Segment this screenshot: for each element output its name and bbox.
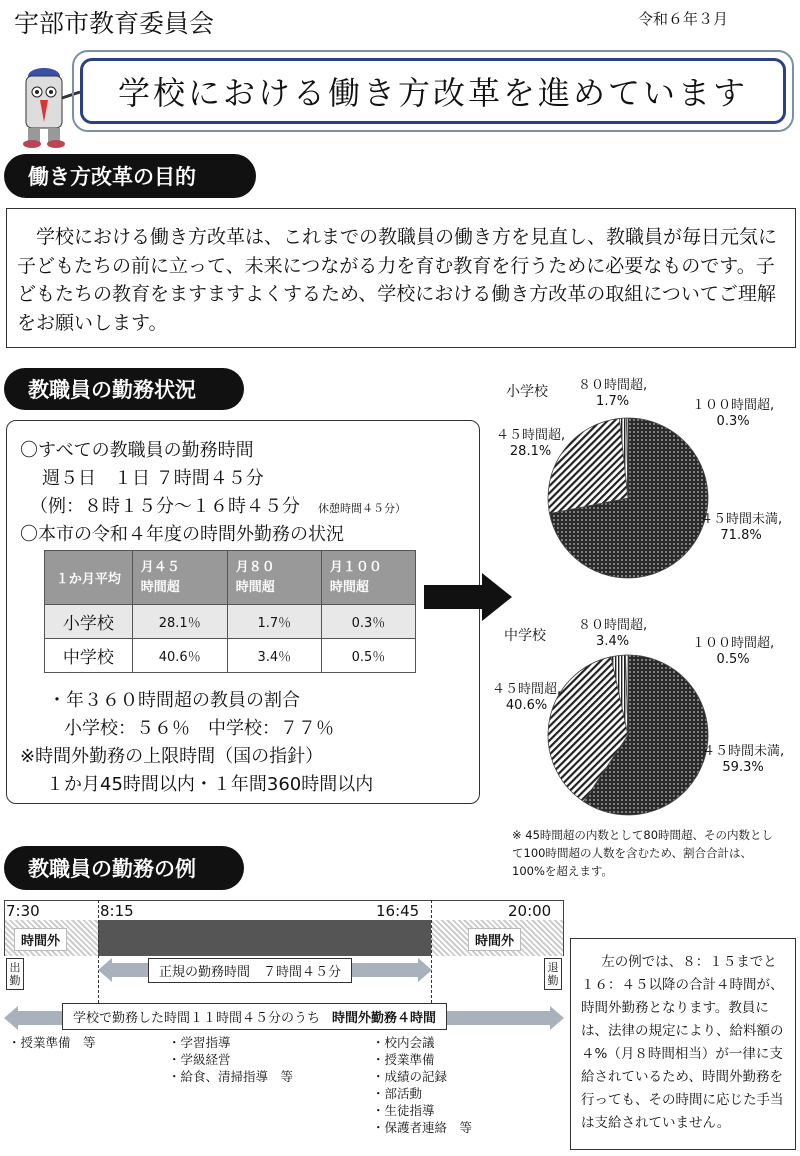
- status-line2: 週５日 １日 ７時間４５分: [42, 468, 264, 489]
- table-row: 中学校 40.6％ 3.4％ 0.5％: [45, 639, 416, 673]
- overtime-label-evening: 時間外: [468, 928, 521, 951]
- activities-evening: [372, 1034, 472, 1136]
- status-line6: 小学校：５６％ 中学校：７７％: [64, 718, 334, 739]
- total-hours-label: 学校で勤務した時間１１時間４５分のうち 時間外勤務４時間: [62, 1003, 447, 1030]
- title-inner: [80, 58, 786, 124]
- leave-label: 退勤: [544, 958, 562, 990]
- list-item: ・校内会議: [372, 1035, 435, 1050]
- list-item: ・成績の記録: [372, 1069, 448, 1084]
- break-note: 休憩時間４５分）: [318, 502, 406, 515]
- activities-regular: [168, 1034, 293, 1085]
- pie-note: ※ 45時間超の内数として80時間超、その内数として100時間超の人数を含むため、割合合計は、100%を超えます。: [512, 828, 774, 878]
- list-item: ・学級経営: [168, 1052, 231, 1067]
- pie2-label-under45: ４５時間未満, 59.3%: [702, 744, 785, 775]
- activities-morning: [8, 1034, 96, 1051]
- pie2-label-80: ８０時間超, 3.4%: [578, 618, 648, 649]
- side-note-text: 左の例では、８：１５までと１６：４５以降の合計４時間が、時間外勤務となります。教員には、法律の規定により、給料額の４%（月８時間相当）が一律に支給されているため、時間外勤務を行っても、その時間に応じた手当は支給されていません。: [581, 954, 784, 1131]
- arrow-left-icon: [98, 958, 112, 982]
- side-note-box: [570, 938, 796, 1150]
- overtime-table: [44, 550, 416, 673]
- table-header-45: 月４５ 時間超: [132, 551, 227, 605]
- status-line5: ・年３６０時間超の教員の割合: [48, 690, 300, 711]
- status-line4: 〇本市の令和４年度の時間外勤務の状況: [20, 524, 344, 545]
- list-item: ・保護者連絡 等: [372, 1120, 473, 1135]
- time-815: 8:15: [100, 902, 134, 920]
- pie-title-elementary: 小学校: [506, 384, 548, 400]
- pie1-label-under45: ４５時間未満, 71.8%: [700, 512, 783, 543]
- pie2-label-100: １００時間超, 0.5%: [692, 636, 775, 667]
- list-item: ・部活動: [372, 1086, 423, 1101]
- section-heading-purpose: 働き方改革の目的: [4, 154, 256, 198]
- section-heading-example: 教職員の勤務の例: [4, 846, 244, 890]
- regular-hours-label: 正規の勤務時間 ７時間４５分: [148, 958, 352, 983]
- table-row: 小学校 28.1％ 1.7％ 0.3％: [45, 605, 416, 639]
- table-header-100: 月１００ 時間超: [321, 551, 415, 605]
- table-header-period: １か月平均: [45, 551, 133, 605]
- time-730: 7:30: [6, 902, 40, 920]
- list-item: ・学習指導: [168, 1035, 231, 1050]
- status-line8: １か月45時間以内・１年間360時間以内: [46, 774, 374, 795]
- pie1-label-45: ４５時間超, 28.1%: [496, 428, 566, 459]
- overtime-label-morning: 時間外: [14, 928, 67, 951]
- arrow-left-icon: [4, 1006, 18, 1030]
- time-1645: 16:45: [376, 902, 420, 920]
- status-line1: 〇すべての教職員の勤務時間: [20, 440, 254, 461]
- status-line7: ※時間外勤務の上限時間（国の指針）: [20, 746, 324, 767]
- pie1-label-80: ８０時間超, 1.7%: [578, 378, 648, 409]
- arrow-right-icon: [550, 1006, 564, 1030]
- list-item: ・授業準備 等: [8, 1035, 96, 1050]
- arrow-right-icon: [418, 958, 432, 982]
- pie-title-junior: 中学校: [504, 628, 546, 644]
- list-item: ・授業準備: [372, 1052, 435, 1067]
- purpose-box: [6, 208, 796, 348]
- status-line3: （例：８時１５分～１６時４５分 休憩時間４５分）: [30, 496, 406, 517]
- regular-hours-bar: [98, 920, 431, 956]
- issue-date: 令和６年３月: [638, 10, 729, 28]
- page-title: 学校における働き方改革を進めています: [117, 74, 748, 112]
- table-header-80: 月８０ 時間超: [227, 551, 321, 605]
- time-2000: 20:00: [508, 902, 552, 920]
- purpose-text: 学校における働き方改革は、これまでの教職員の働き方を見直し、教職員が毎日元気に子どもたちの前に立って、未来につながる力を育む教育を行うために必要なものです。子どもたちの教育をますますよくするため、学校における働き方改革の取組についてご理解をお願いします。: [17, 226, 778, 334]
- arrive-label: 出勤: [6, 958, 24, 990]
- section-heading-status: 教職員の勤務状況: [4, 368, 244, 410]
- pie1-label-100: １００時間超, 0.3%: [692, 398, 775, 429]
- pie2-label-45: ４５時間超, 40.6%: [492, 682, 562, 713]
- list-item: ・生徒指導: [372, 1103, 435, 1118]
- org-name: 宇部市教育委員会: [14, 9, 215, 38]
- list-item: ・給食、清掃指導 等: [168, 1069, 294, 1084]
